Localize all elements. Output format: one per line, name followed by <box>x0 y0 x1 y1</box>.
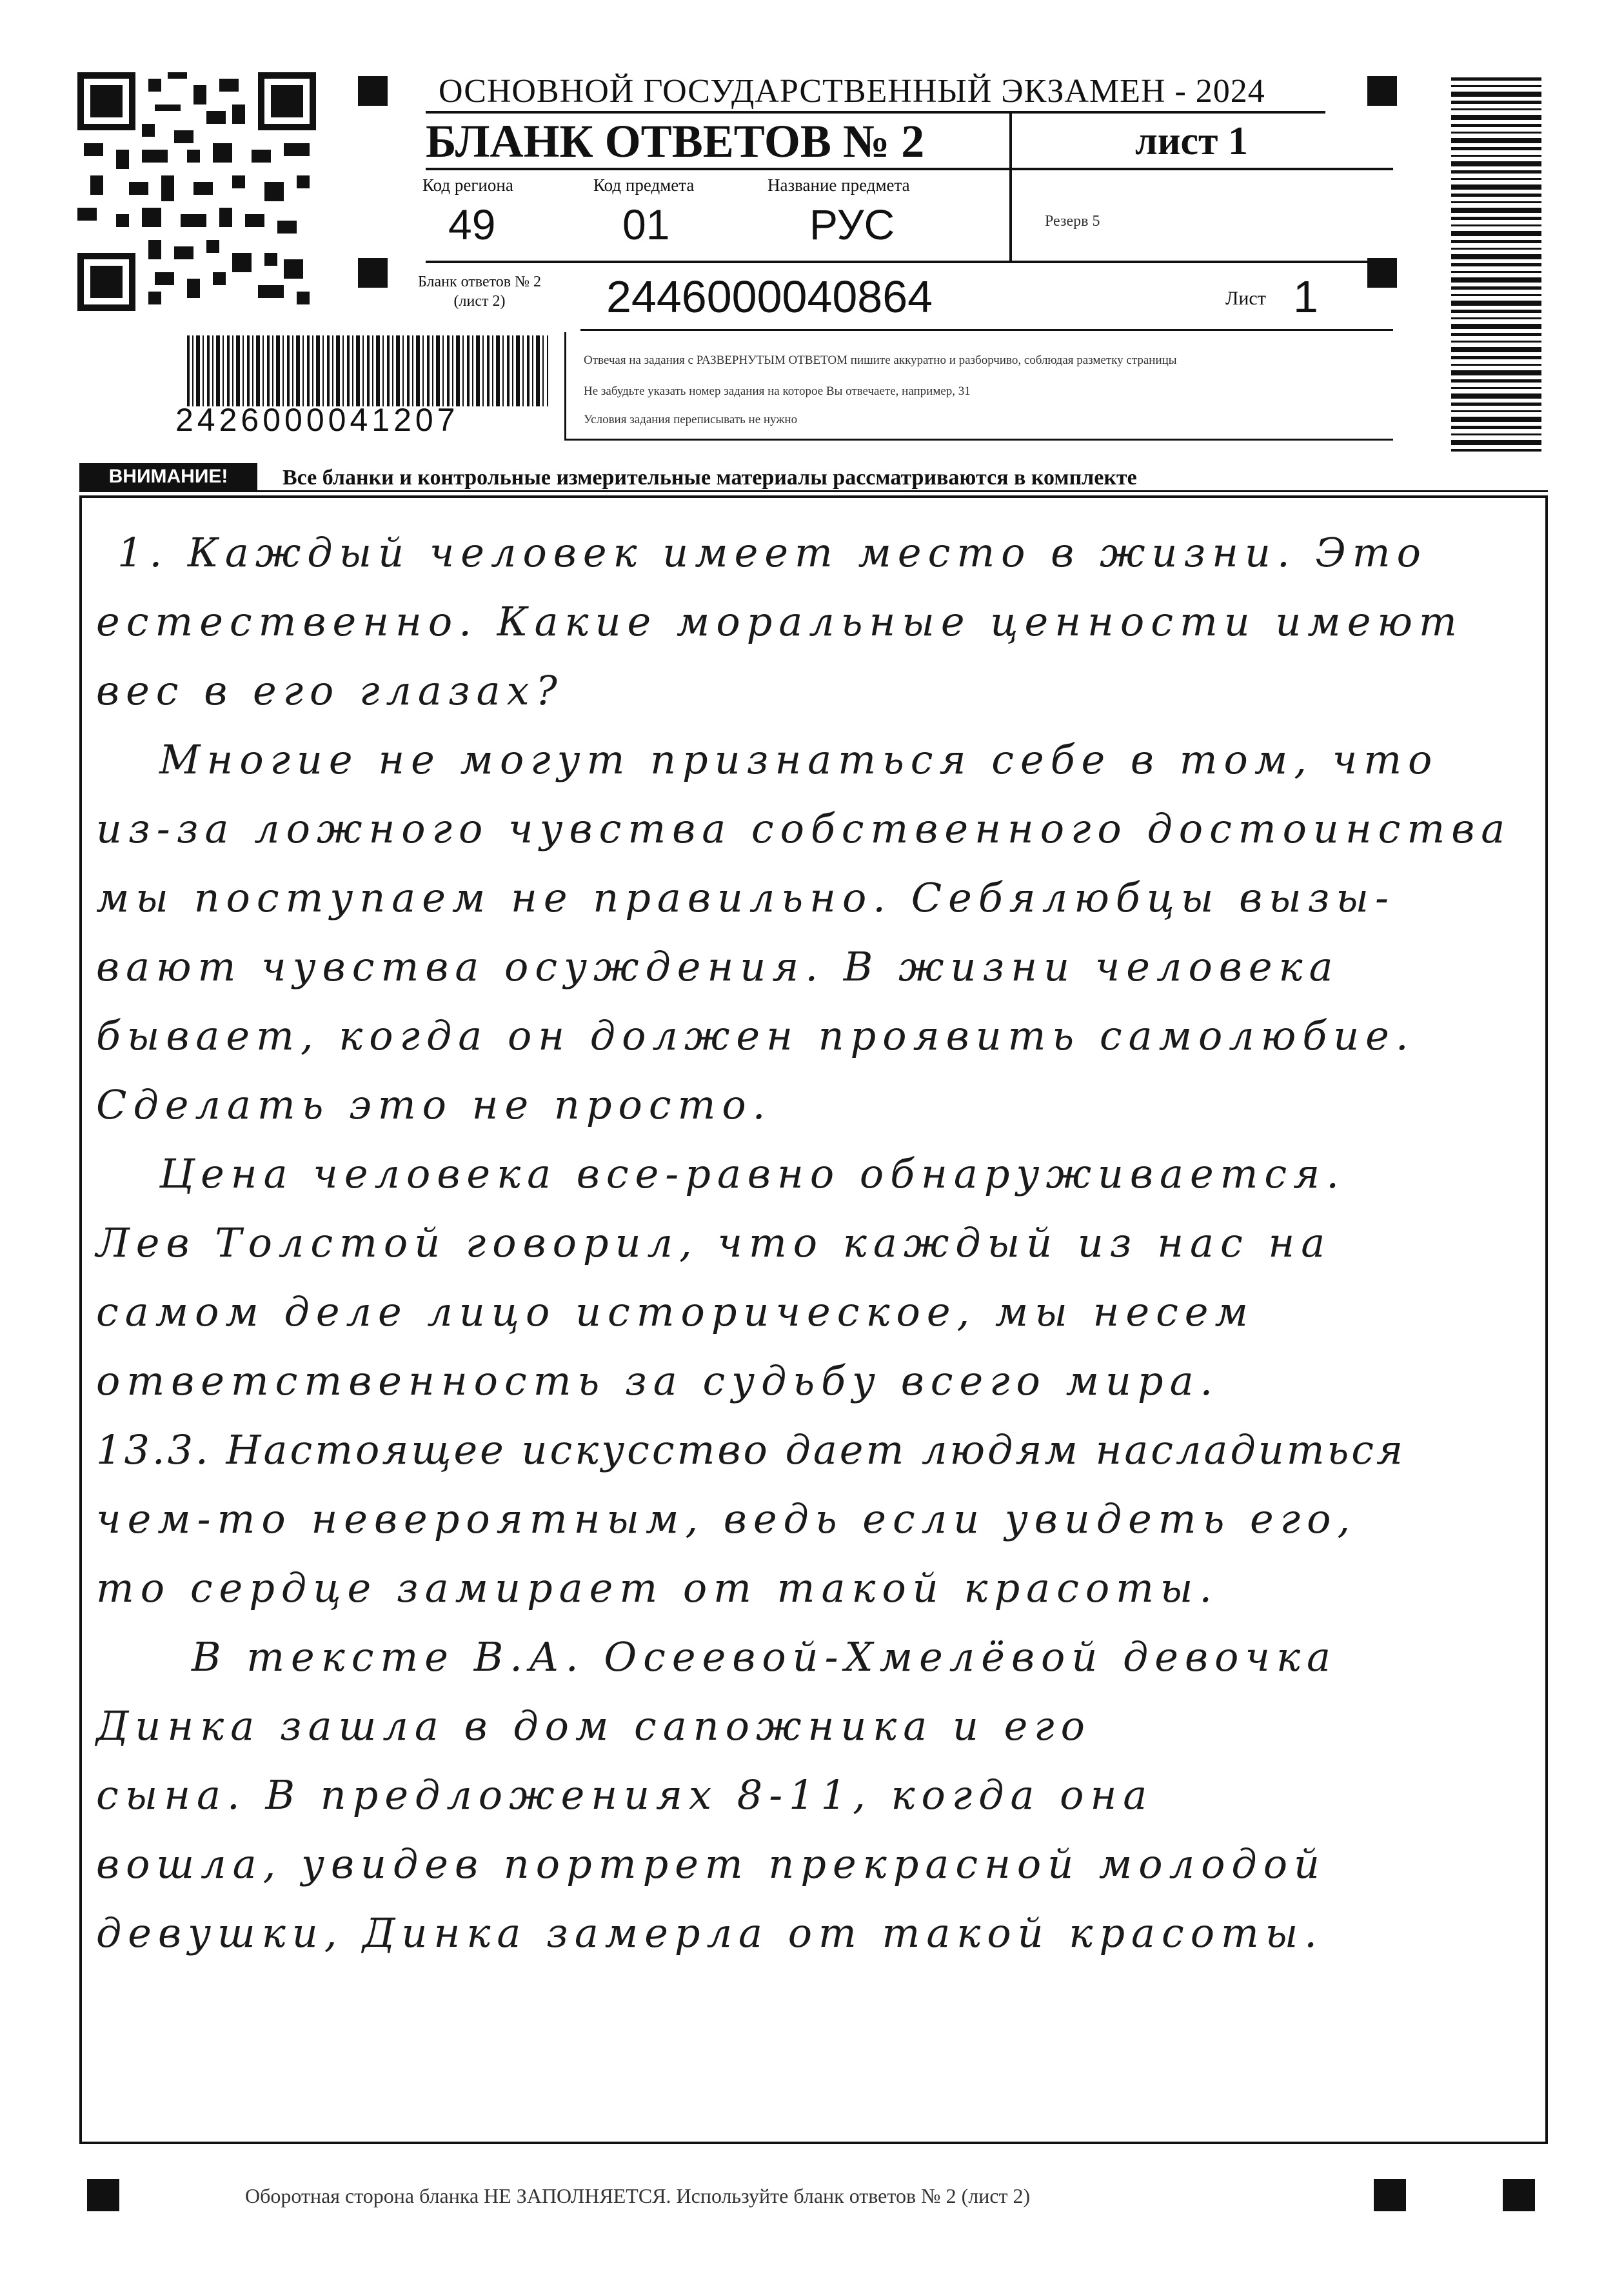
subject-code-label: Код предмета <box>593 175 695 195</box>
instruction-note-3: Условия задания переписывать не нужно <box>584 413 798 426</box>
handwritten-line: вают чувства осуждения. В жизни человека <box>96 943 1340 990</box>
handwritten-line: из-за ложного чувства собственного достоинства <box>96 805 1512 852</box>
sheet-label: Лист <box>1225 288 1266 309</box>
handwritten-line: чем-то невероятным, ведь если увидеть его, <box>96 1495 1357 1542</box>
handwritten-line: В тексте В.А. Осеевой-Хмелёвой девочка <box>192 1633 1337 1680</box>
handwritten-line: Многие не могут признаться себе в том, что <box>159 736 1439 783</box>
handwritten-line: 13.3. Настоящее искусство дает людям насладиться <box>96 1426 1406 1473</box>
handwritten-line: ответственность за судьбу всего мира. <box>96 1357 1220 1404</box>
divider <box>564 332 566 439</box>
form-id-label-line2: (лист 2) <box>453 293 506 310</box>
side-barcode <box>1451 77 1541 452</box>
instruction-note-2: Не забудьте указать номер задания на которое Вы отвечаете, например, 31 <box>584 384 971 398</box>
handwritten-line: вошла, увидев портрет прекрасной молодой <box>96 1840 1326 1887</box>
qr-code <box>77 72 316 311</box>
divider <box>564 439 1393 441</box>
divider <box>426 111 1325 114</box>
instruction-note-1: Отвечая на задания с РАЗВЕРНУТЫМ ОТВЕТОМ пишите аккуратно и разборчиво, соблюдая разметку страницы <box>584 353 1177 367</box>
subject-name-value: РУС <box>809 201 895 248</box>
registration-mark <box>1367 76 1397 106</box>
handwritten-line: Динка зашла в дом сапожника и его <box>96 1702 1091 1749</box>
region-value: 49 <box>448 201 496 248</box>
handwritten-line: сына. В предложениях 8-11, когда она <box>96 1771 1154 1818</box>
footer-note: Оборотная сторона бланка НЕ ЗАПОЛНЯЕТСЯ. Используйте бланк ответов № 2 (лист 2) <box>245 2184 1031 2207</box>
form-id-label <box>418 272 541 311</box>
registration-mark <box>358 258 388 288</box>
region-label: Код региона <box>422 175 513 195</box>
divider <box>580 329 1393 331</box>
answer-area[interactable] <box>79 495 1548 2144</box>
handwritten-line: то сердце замирает от такой красоты. <box>96 1564 1219 1611</box>
reserve-label: Резерв 5 <box>1045 213 1100 230</box>
registration-mark <box>87 2179 119 2211</box>
divider <box>426 168 1393 170</box>
sheet-value: 1 <box>1293 272 1318 322</box>
registration-mark <box>1503 2179 1535 2211</box>
handwritten-line: Цена человека все-равно обнаруживается. <box>159 1150 1345 1197</box>
handwritten-line: естественно. Какие моральные ценности имеют <box>96 598 1463 645</box>
subject-code-value: 01 <box>622 201 670 248</box>
warning-text: Все бланки и контрольные измерительные материалы рассматриваются в комплекте <box>282 466 1137 490</box>
warning-badge: ВНИМАНИЕ! <box>79 463 257 490</box>
handwritten-line: девушки, Динка замерла от такой красоты. <box>96 1909 1324 1956</box>
barcode-number: 2426000041207 <box>175 402 459 438</box>
registration-mark <box>358 76 388 106</box>
divider <box>1009 114 1012 262</box>
sheet-title: лист 1 <box>1135 119 1248 163</box>
subject-name-label: Название предмета <box>767 175 910 195</box>
handwritten-line: мы поступаем не правильно. Себялюбцы вызы- <box>96 874 1395 921</box>
divider <box>426 261 1393 263</box>
registration-mark <box>1374 2179 1406 2211</box>
linear-barcode <box>187 335 548 406</box>
handwritten-line: Лев Толстой говорил, что каждый из нас на <box>96 1219 1332 1266</box>
handwritten-line: самом деле лицо историческое, мы несем <box>96 1288 1254 1335</box>
form-id-label-line1: Бланк ответов № 2 <box>418 274 542 290</box>
form-title: БЛАНК ОТВЕТОВ № 2 <box>426 115 925 167</box>
form-id-value: 2446000040864 <box>606 272 933 322</box>
handwritten-line: бывает, когда он должен проявить самолюбие. <box>96 1012 1415 1059</box>
divider <box>79 490 1548 492</box>
exam-title: ОСНОВНОЙ ГОСУДАРСТВЕННЫЙ ЭКЗАМЕН - 2024 <box>439 73 1265 110</box>
handwritten-line: 1. Каждый человек имеет место в жизни. Это <box>117 529 1427 576</box>
handwritten-line: вес в его глазах? <box>96 667 564 714</box>
handwritten-line: Сделать это не просто. <box>96 1081 772 1128</box>
